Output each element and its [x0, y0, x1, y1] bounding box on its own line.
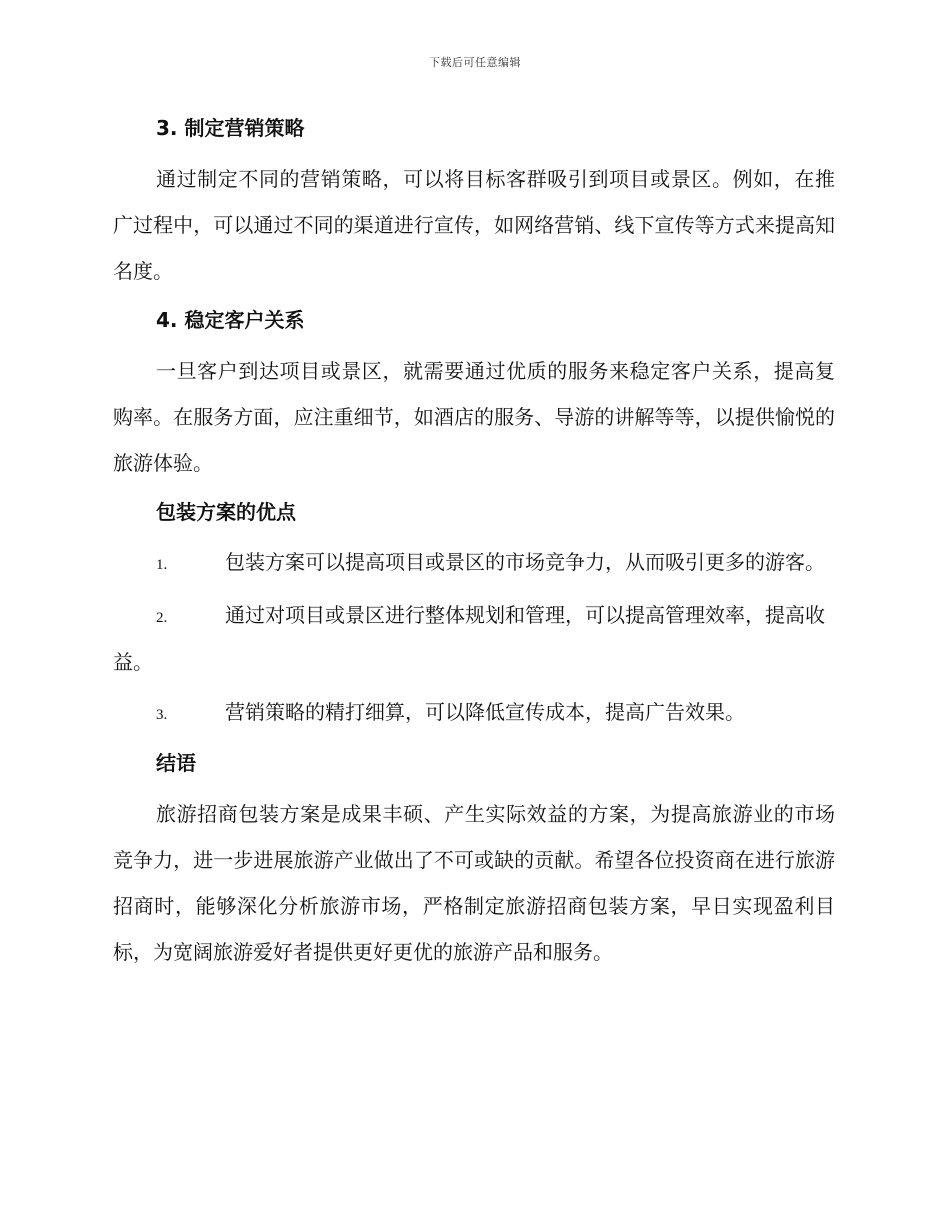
section-paragraph-customer-relations: 一旦客户到达项目或景区，就需要通过优质的服务来稳定客户关系，提高复购率。在服务方面，应注重细节，如酒店的服务、导游的讲解等等，以提供愉悦的旅游体验。: [113, 359, 835, 475]
list-item-text: 包装方案可以提高项目或景区的市场竞争力，从而吸引更多的游客。: [225, 550, 825, 574]
list-item-number: 2.: [156, 610, 168, 626]
list-item-number: 3.: [156, 707, 168, 723]
list-item: [113, 690, 835, 737]
list-item: [113, 540, 835, 587]
list-item-text: 通过对项目或景区进行整体规划和管理，可以提高管理效率，提高收益。: [113, 603, 825, 674]
page-header: 下载后可任意编辑: [429, 56, 521, 69]
section-paragraph-marketing-strategy: 通过制定不同的营销策略，可以将目标客群吸引到项目或景区。例如，在推广过程中，可以通过不同的渠道进行宣传，如网络营销、线下宣传等方式来提高知名度。: [113, 167, 835, 283]
section-heading-conclusion: 结语: [156, 751, 196, 775]
list-item-number: 1.: [156, 557, 168, 573]
section-paragraph-conclusion: 旅游招商包装方案是成果丰硕、产生实际效益的方案，为提高旅游业的市场竞争力，进一步进展旅游产业做出了不可或缺的贡献。希望各位投资商在进行旅游招商时，能够深化分析旅游市场，严格制定旅游招商包装方案，早日实现盈利目标，为宽阔旅游爱好者提供更好更优的旅游产品和服务。: [113, 802, 835, 964]
section-heading-marketing-strategy: 3. 制定营销策略: [156, 116, 305, 140]
list-item: [113, 593, 835, 684]
section-heading-advantages: 包装方案的优点: [156, 500, 296, 524]
list-item-text: 营销策略的精打细算，可以降低宣传成本，提高广告效果。: [225, 700, 745, 724]
section-heading-customer-relations: 4. 稳定客户关系: [156, 308, 305, 332]
document-body: [113, 108, 835, 975]
advantages-list: [113, 540, 835, 737]
